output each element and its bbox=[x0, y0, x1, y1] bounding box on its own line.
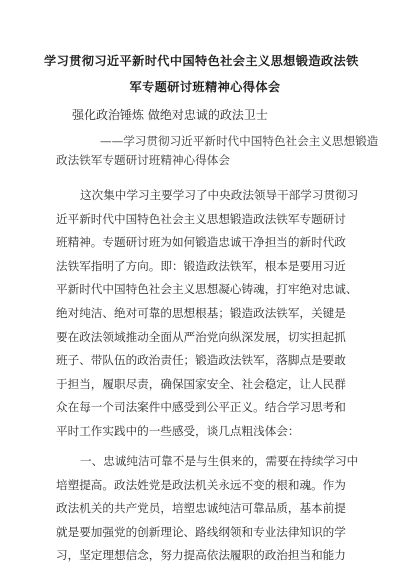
paragraph-line: 近平新时代中国特色社会主义思想锻造政法铁军专题研讨 bbox=[56, 211, 346, 226]
paragraph-line: 平新时代中国特色社会主义思想凝心铸魂，打牢绝对忠诚、 bbox=[56, 282, 358, 297]
body-paragraph-2 bbox=[56, 450, 359, 568]
document-title-line-1: 学习贯彻习近平新时代中国特色社会主义思想锻造政法铁 bbox=[44, 54, 359, 68]
paragraph-line: 众在每一个司法案件中感受到公平正义。结合学习思考和 bbox=[56, 400, 346, 415]
body-paragraph-1 bbox=[56, 184, 359, 444]
paragraph-line: 绝对纯洁、绝对可靠的思想根基；锻造政法铁军，关键是 bbox=[56, 305, 346, 320]
dedication-line-2: 政法铁军专题研讨班精神心得体会 bbox=[56, 153, 230, 167]
paragraph-line: 要在政法领域推动全面从严治党向纵深发展，切实担起抓 bbox=[56, 329, 346, 344]
dedication-line-1: ——学习贯彻习近平新时代中国特色社会主义思想锻造 bbox=[100, 134, 379, 148]
document-title-line-2: 军专题研讨班精神心得体会 bbox=[129, 80, 281, 94]
paragraph-line: 政法机关的共产党员，培塑忠诚纯洁可靠品质，基本前提 bbox=[56, 501, 346, 516]
document-subtitle: 强化政治锤炼 做绝对忠诚的政法卫士 bbox=[72, 108, 268, 122]
paragraph-line: 一、忠诚纯洁可靠不是与生俱来的，需要在持续学习中 bbox=[80, 454, 359, 468]
paragraph-line: 习，坚定理想信念，努力提高依法履职的政治担当和能力 bbox=[56, 548, 346, 563]
paragraph-line: 平时工作实践中的一些感受，谈几点粗浅体会： bbox=[56, 423, 300, 438]
paragraph-line: 培塑提高。政法姓党是政法机关永远不变的根和魂。作为 bbox=[56, 477, 346, 492]
paragraph-line: 班精神。专题研讨班为如何锻造忠诚干净担当的新时代政 bbox=[56, 235, 346, 250]
paragraph-line: 班子、带队伍的政治责任；锻造政法铁军，落脚点是要敢 bbox=[56, 353, 346, 368]
paragraph-line: 于担当，履职尽责，确保国家安全、社会稳定，让人民群 bbox=[56, 376, 346, 391]
paragraph-line: 就是要加强党的创新理论、路线纲领和专业法律知识的学 bbox=[56, 524, 346, 539]
paragraph-line: 法铁军指明了方向。即：锻造政法铁军，根本是要用习近 bbox=[56, 258, 346, 273]
paragraph-line: 这次集中学习主要学习了中央政法领导干部学习贯彻习 bbox=[80, 188, 359, 202]
